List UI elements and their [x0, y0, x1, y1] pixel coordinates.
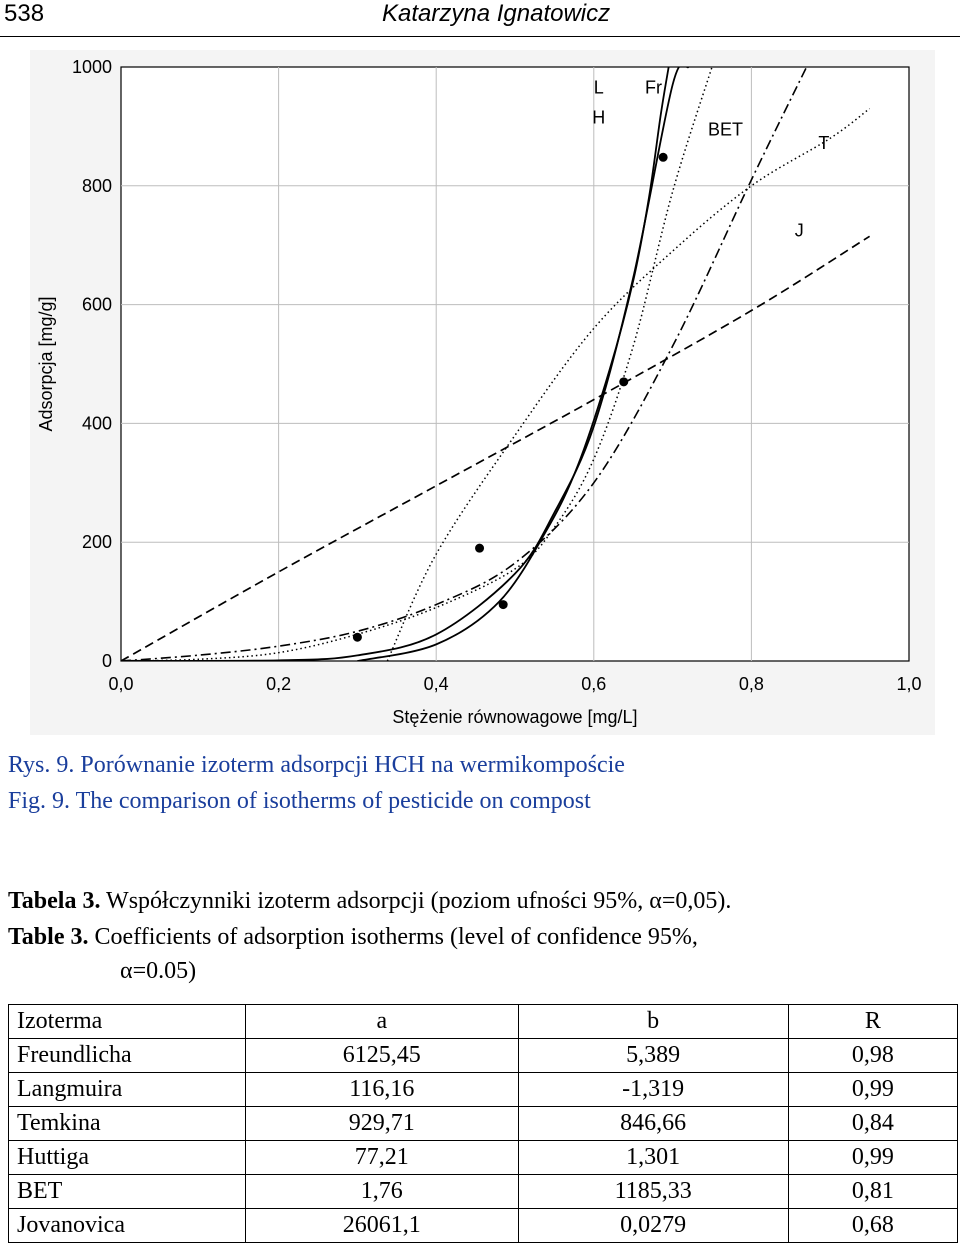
data-point: [619, 377, 628, 386]
table-cell: -1,319: [518, 1073, 788, 1107]
x-tick-label: 0,6: [581, 674, 607, 694]
table-cell: Freundlicha: [9, 1039, 246, 1073]
table-cell: 0,98: [788, 1039, 957, 1073]
y-tick-label: 600: [81, 294, 112, 315]
table-caption-en-cont: [120, 958, 196, 985]
table-cell: 0,81: [788, 1175, 957, 1209]
table-cell: 1,301: [518, 1141, 788, 1175]
table-cell: BET: [9, 1175, 246, 1209]
x-tick-label: 1,0: [896, 674, 922, 694]
y-tick-label: 800: [81, 175, 112, 196]
table-caption-en: [8, 924, 698, 951]
table-cell: 0,99: [788, 1073, 957, 1107]
figure-text-pl: Porównanie izoterm adsorpcji HCH na wermikompoście: [74, 752, 625, 778]
table-row: [9, 1073, 958, 1107]
figure-text-en: The comparison of isotherms of pesticide on compost: [70, 788, 591, 814]
table-cell: 0,99: [788, 1141, 957, 1175]
table-cell: 77,21: [246, 1141, 519, 1175]
y-tick-label: 400: [81, 413, 112, 434]
header-cell-a: a: [246, 1005, 519, 1039]
series-annotation-t: T: [818, 132, 830, 153]
table-cell: 0,84: [788, 1107, 957, 1141]
series-annotation-l: L: [593, 77, 604, 98]
table-cell: 929,71: [246, 1107, 519, 1141]
table-text-en-cont: α=0.05): [120, 958, 197, 984]
data-point: [475, 544, 484, 553]
series-annotation-fr: Fr: [645, 77, 663, 98]
x-axis-label: Stężenie równowagowe [mg/L]: [392, 707, 638, 727]
table-cell: 26061,1: [246, 1209, 519, 1243]
table-text-pl: Współczynniki izoterm adsorpcji (poziom ufności 95%, α=0,05).: [100, 888, 732, 914]
table-caption-pl: [8, 888, 731, 915]
data-point: [499, 600, 508, 609]
table-cell: 0,68: [788, 1209, 957, 1243]
series-annotation-j: J: [794, 220, 804, 241]
table-cell: 116,16: [246, 1073, 519, 1107]
table-cell: 6125,45: [246, 1039, 519, 1073]
table-row: [9, 1107, 958, 1141]
data-point: [353, 633, 362, 642]
x-tick-label: 0,0: [108, 674, 134, 694]
table-cell: 1,76: [246, 1175, 519, 1209]
table-cell: Jovanovica: [9, 1209, 246, 1243]
table-cell: 0,0279: [518, 1209, 788, 1243]
table-cell: Langmuira: [9, 1073, 246, 1107]
figure-label-en: Fig. 9.: [8, 788, 71, 814]
y-tick-label: 0: [101, 651, 112, 671]
table-cell: Huttiga: [9, 1141, 246, 1175]
plot-area: [121, 67, 909, 661]
page-header: [0, 0, 960, 37]
table-row: [9, 1175, 958, 1209]
table-row: [9, 1039, 958, 1073]
y-axis-label: Adsorpcja [mg/g]: [36, 296, 56, 432]
x-tick-label: 0,2: [266, 674, 292, 694]
x-tick-label: 0,8: [738, 674, 764, 694]
isotherm-chart: [30, 50, 935, 735]
figure-caption-en: [8, 788, 591, 815]
table-row: [9, 1141, 958, 1175]
header-cell-izoterma: Izoterma: [9, 1005, 246, 1039]
figure-caption-pl: [8, 752, 625, 779]
table-cell: 5,389: [518, 1039, 788, 1073]
table-header-row: [9, 1005, 958, 1039]
table-cell: 1185,33: [518, 1175, 788, 1209]
table-label-en: Table 3.: [8, 924, 89, 950]
table-cell: Temkina: [9, 1107, 246, 1141]
header-cell-b: b: [518, 1005, 788, 1039]
table-cell: 846,66: [518, 1107, 788, 1141]
header-cell-r: R: [788, 1005, 957, 1039]
figure-label-pl: Rys. 9.: [8, 752, 75, 778]
running-head-author: Katarzyna Ignatowicz: [382, 0, 611, 27]
x-tick-label: 0,4: [423, 674, 449, 694]
y-tick-label: 200: [81, 532, 112, 553]
table-text-en: Coefficients of adsorption isotherms (level of confidence 95%,: [88, 924, 698, 950]
series-annotation-h: H: [592, 107, 606, 128]
y-tick-label: 1000: [71, 57, 112, 77]
table-row: [9, 1209, 958, 1243]
table-label-pl: Tabela 3.: [8, 888, 101, 914]
data-point: [659, 153, 668, 162]
page-number: 538: [4, 0, 45, 27]
coefficients-table: [8, 1004, 958, 1243]
series-annotation-bet: BET: [708, 119, 744, 140]
